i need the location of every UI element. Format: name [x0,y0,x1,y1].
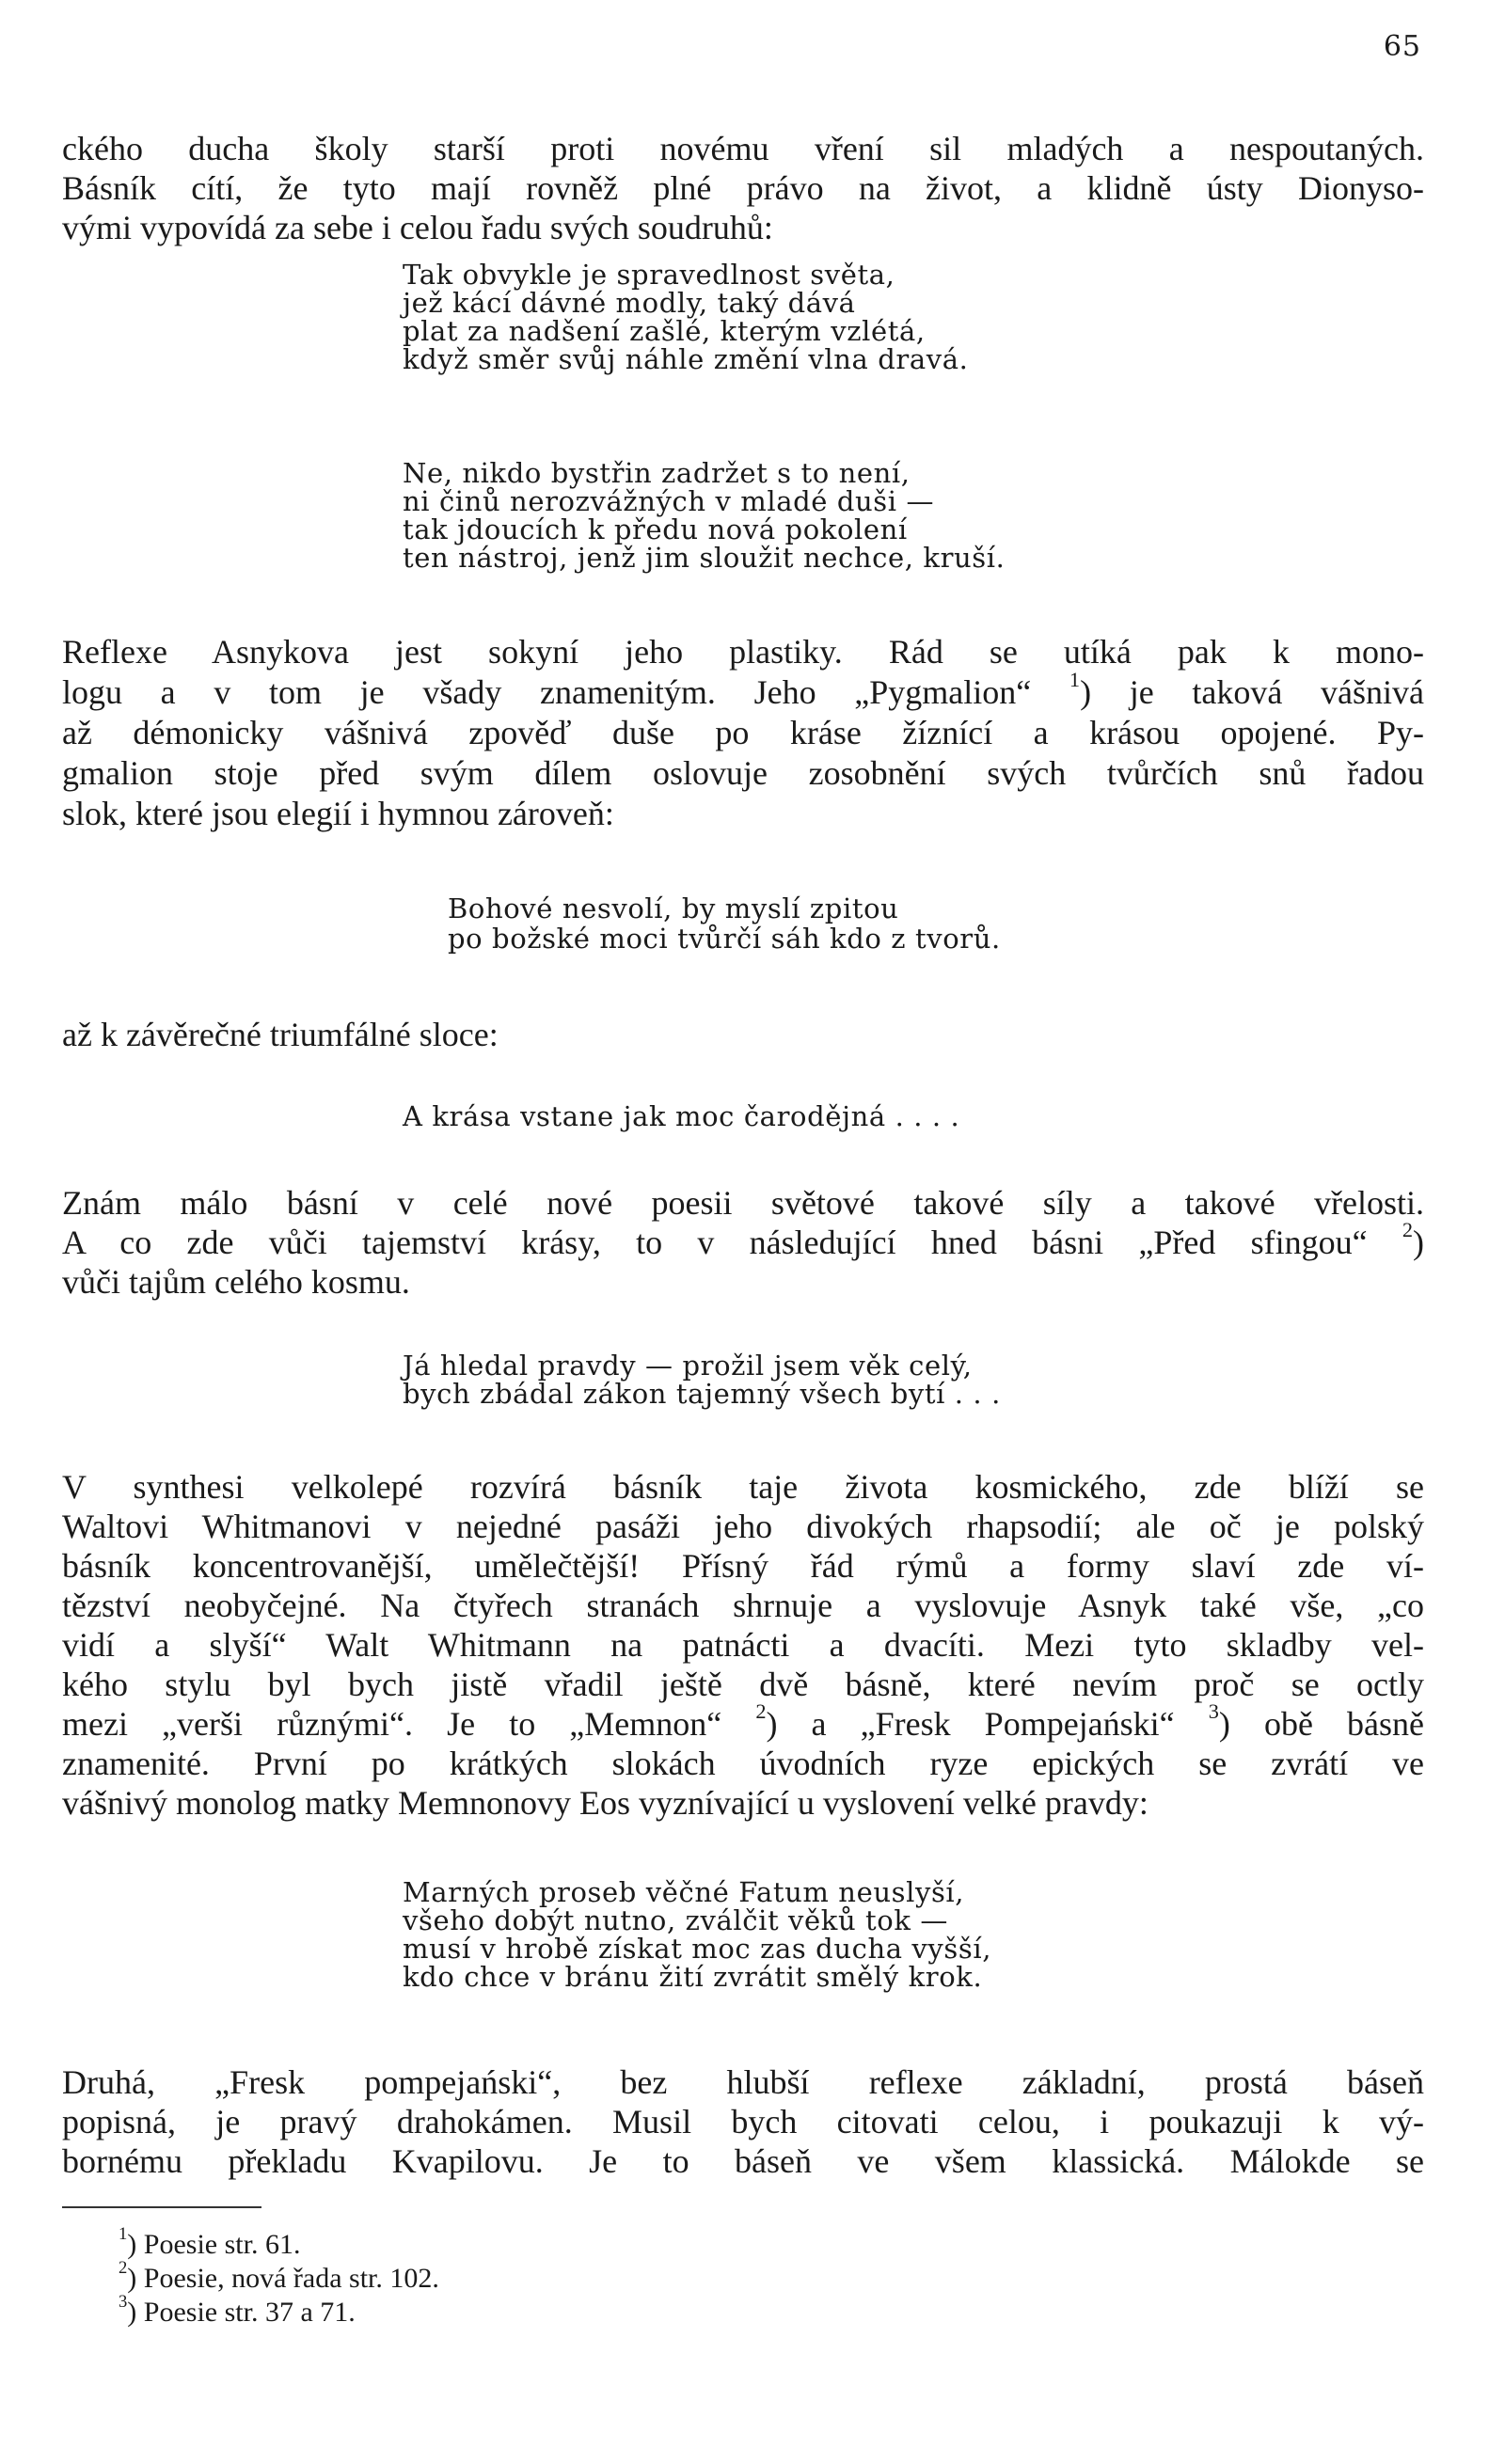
verse-line: když směr svůj náhle změní vlna dravá. [403,343,969,375]
paragraph-2 [62,632,1424,834]
verse-line: po božské moci tvůrčí sáh kdo z tvorů. [448,923,1001,955]
text-line: bornému překladu Kvapilovu. Je to báseň ve všem klassická. Málokde se [62,2142,1424,2180]
text-line: Reflexe Asnykova jest sokyní jeho plastiky. Rád se utíká pak k mono- [62,633,1424,671]
text-line: popisná, je pravý drahokámen. Musil bych citovati celou, i poukazuji k vý- [62,2103,1424,2140]
verse-line: musí v hrobě získat moc zas ducha vyšší, [403,1933,992,1965]
paragraph-3 [62,1015,1424,1054]
footnote-ref: 1 [1069,668,1081,692]
paragraph-5 [62,1467,1424,1823]
verse-line: ten nástroj, jenž jim sloužit nechce, kruší. [403,542,1006,574]
verse-line: Bohové nesvolí, by myslí zpitou [448,892,899,924]
text-line: gmalion stoje před svým dílem oslovuje zosobnění svých tvůrčích snů řadou [62,754,1424,792]
verse-quote-5 [403,1878,991,1991]
verse-line: jež kácí dávné modly, taký dává [403,287,856,319]
verse-quote-1-stanza-2 [403,459,1005,572]
text-line: vidí a slyší“ Walt Whitmann na patnácti a dvacíti. Mezi tyto skladby vel- [62,1626,1424,1664]
verse-line: ni činů nerozvážných v mladé duši — [403,485,935,517]
text-line: mezi „verši různými“. Je to „Memnon“ $^2$) a „Fresk Pompejański“ $^3$) obě básně [62,1699,1425,1743]
verse-quote-4 [403,1351,1001,1408]
text-line: vášnivý monolog matky Memnonovy Eos vyznívající u vyslovení velké pravdy: [62,1784,1148,1822]
text-line: znamenité. První po krátkých slokách úvodních ryze epických se zvrátí ve [62,1745,1424,1782]
verse-line: plat za nadšení zašlé, kterým vzlétá, [403,315,926,347]
text-line: až démonicky vášnivá zpověď duše po kráse žíznící a krásou opojené. Py- [62,714,1424,751]
verse-line: tak jdoucích k předu nová pokolení [403,513,908,545]
text-line: Waltovi Whitmanovi v nejedné pasáži jeho divokých rhapsodií; ale oč je polský [62,1508,1424,1545]
paragraph-1 [62,129,1424,247]
footnote-ref: 2 [1402,1218,1413,1242]
footnotes [119,2224,439,2330]
verse-line: všeho dobýt nutno, zválčit věků tok — [403,1904,948,1936]
verse-line: Ne, nikdo bystřin zadržet s to není, [403,457,911,489]
text-line: vými vypovídá za sebe i celou řadu svých soudruhů: [62,209,773,246]
text-line: až k závěrečné triumfálné sloce: [62,1016,499,1053]
text-line: slok, které jsou elegií i hymnou zároveň: [62,795,614,832]
footnote-2: $^2$) Poesie, nová řada str. 102. [119,2258,439,2294]
text-line: Druhá, „Fresk pompejański“, bez hlubší reflexe základní, prostá báseň [62,2063,1424,2101]
text-line: V synthesi velkolepé rozvírá básník taje života kosmického, zde blíží se [62,1468,1424,1506]
paragraph-4 [62,1183,1424,1302]
footnote-ref: 2 [755,1699,767,1724]
text-line: Znám málo básní v celé nové poesii světové takové síly a takové vřelosti. [62,1184,1424,1222]
verse-quote-2 [448,893,1001,954]
page-number: 65 [1383,30,1421,63]
footnote-mark: 2 [119,2258,128,2279]
text-line: logu a v tom je všady znamenitým. Jeho „Pygmalion“ $^1$) je taková vášnivá [62,668,1424,711]
verse-line: Tak obvykle je spravedlnost světa, [403,259,895,291]
paragraph-6 [62,2062,1424,2181]
text-line: básník koncentrovanější, umělečtější! Přísný řád rýmů a formy slaví zde ví- [62,1547,1424,1585]
verse-line: bych zbádal zákon tajemný všech bytí . . . [403,1378,1001,1410]
verse-quote-3 [403,1102,959,1130]
text-line: kého stylu byl bych jistě vřadil ještě dvě básně, které nevím proč se octly [62,1666,1424,1703]
text-line: tězství neobyčejné. Na čtyřech stranách shrnuje a vyslovuje Asnyk také vše, „co [62,1587,1424,1624]
text-line: A co zde vůči tajemství krásy, to v následující hned básni „Před sfingou“ $^2$) [62,1218,1424,1261]
verse-line: kdo chce v bránu žití zvrátit smělý krok. [403,1961,983,1993]
footnote-3: $^3$) Poesie str. 37 a 71. [119,2292,356,2328]
text-line: vůči tajům celého kosmu. [62,1263,410,1301]
footnote-ref: 3 [1208,1699,1219,1724]
footnote-mark: 3 [119,2292,128,2313]
verse-line: A krása vstane jak moc čarodějná . . . . [403,1100,960,1132]
footnote-mark: 1 [119,2224,128,2245]
verse-line: Já hledal pravdy — prožil jsem věk celý, [403,1350,973,1382]
footnote-1: $^1$) Poesie str. 61. [119,2224,301,2260]
text-line: ckého ducha školy starší proti novému vření sil mladých a nespoutaných. [62,130,1424,167]
footnote-separator [62,2206,261,2208]
verse-quote-1 [403,261,968,373]
text-line: Básník cítí, že tyto mají rovněž plné právo na život, a klidně ústy Dionyso- [62,169,1424,207]
verse-line: Marných proseb věčné Fatum neuslyší, [403,1876,965,1908]
